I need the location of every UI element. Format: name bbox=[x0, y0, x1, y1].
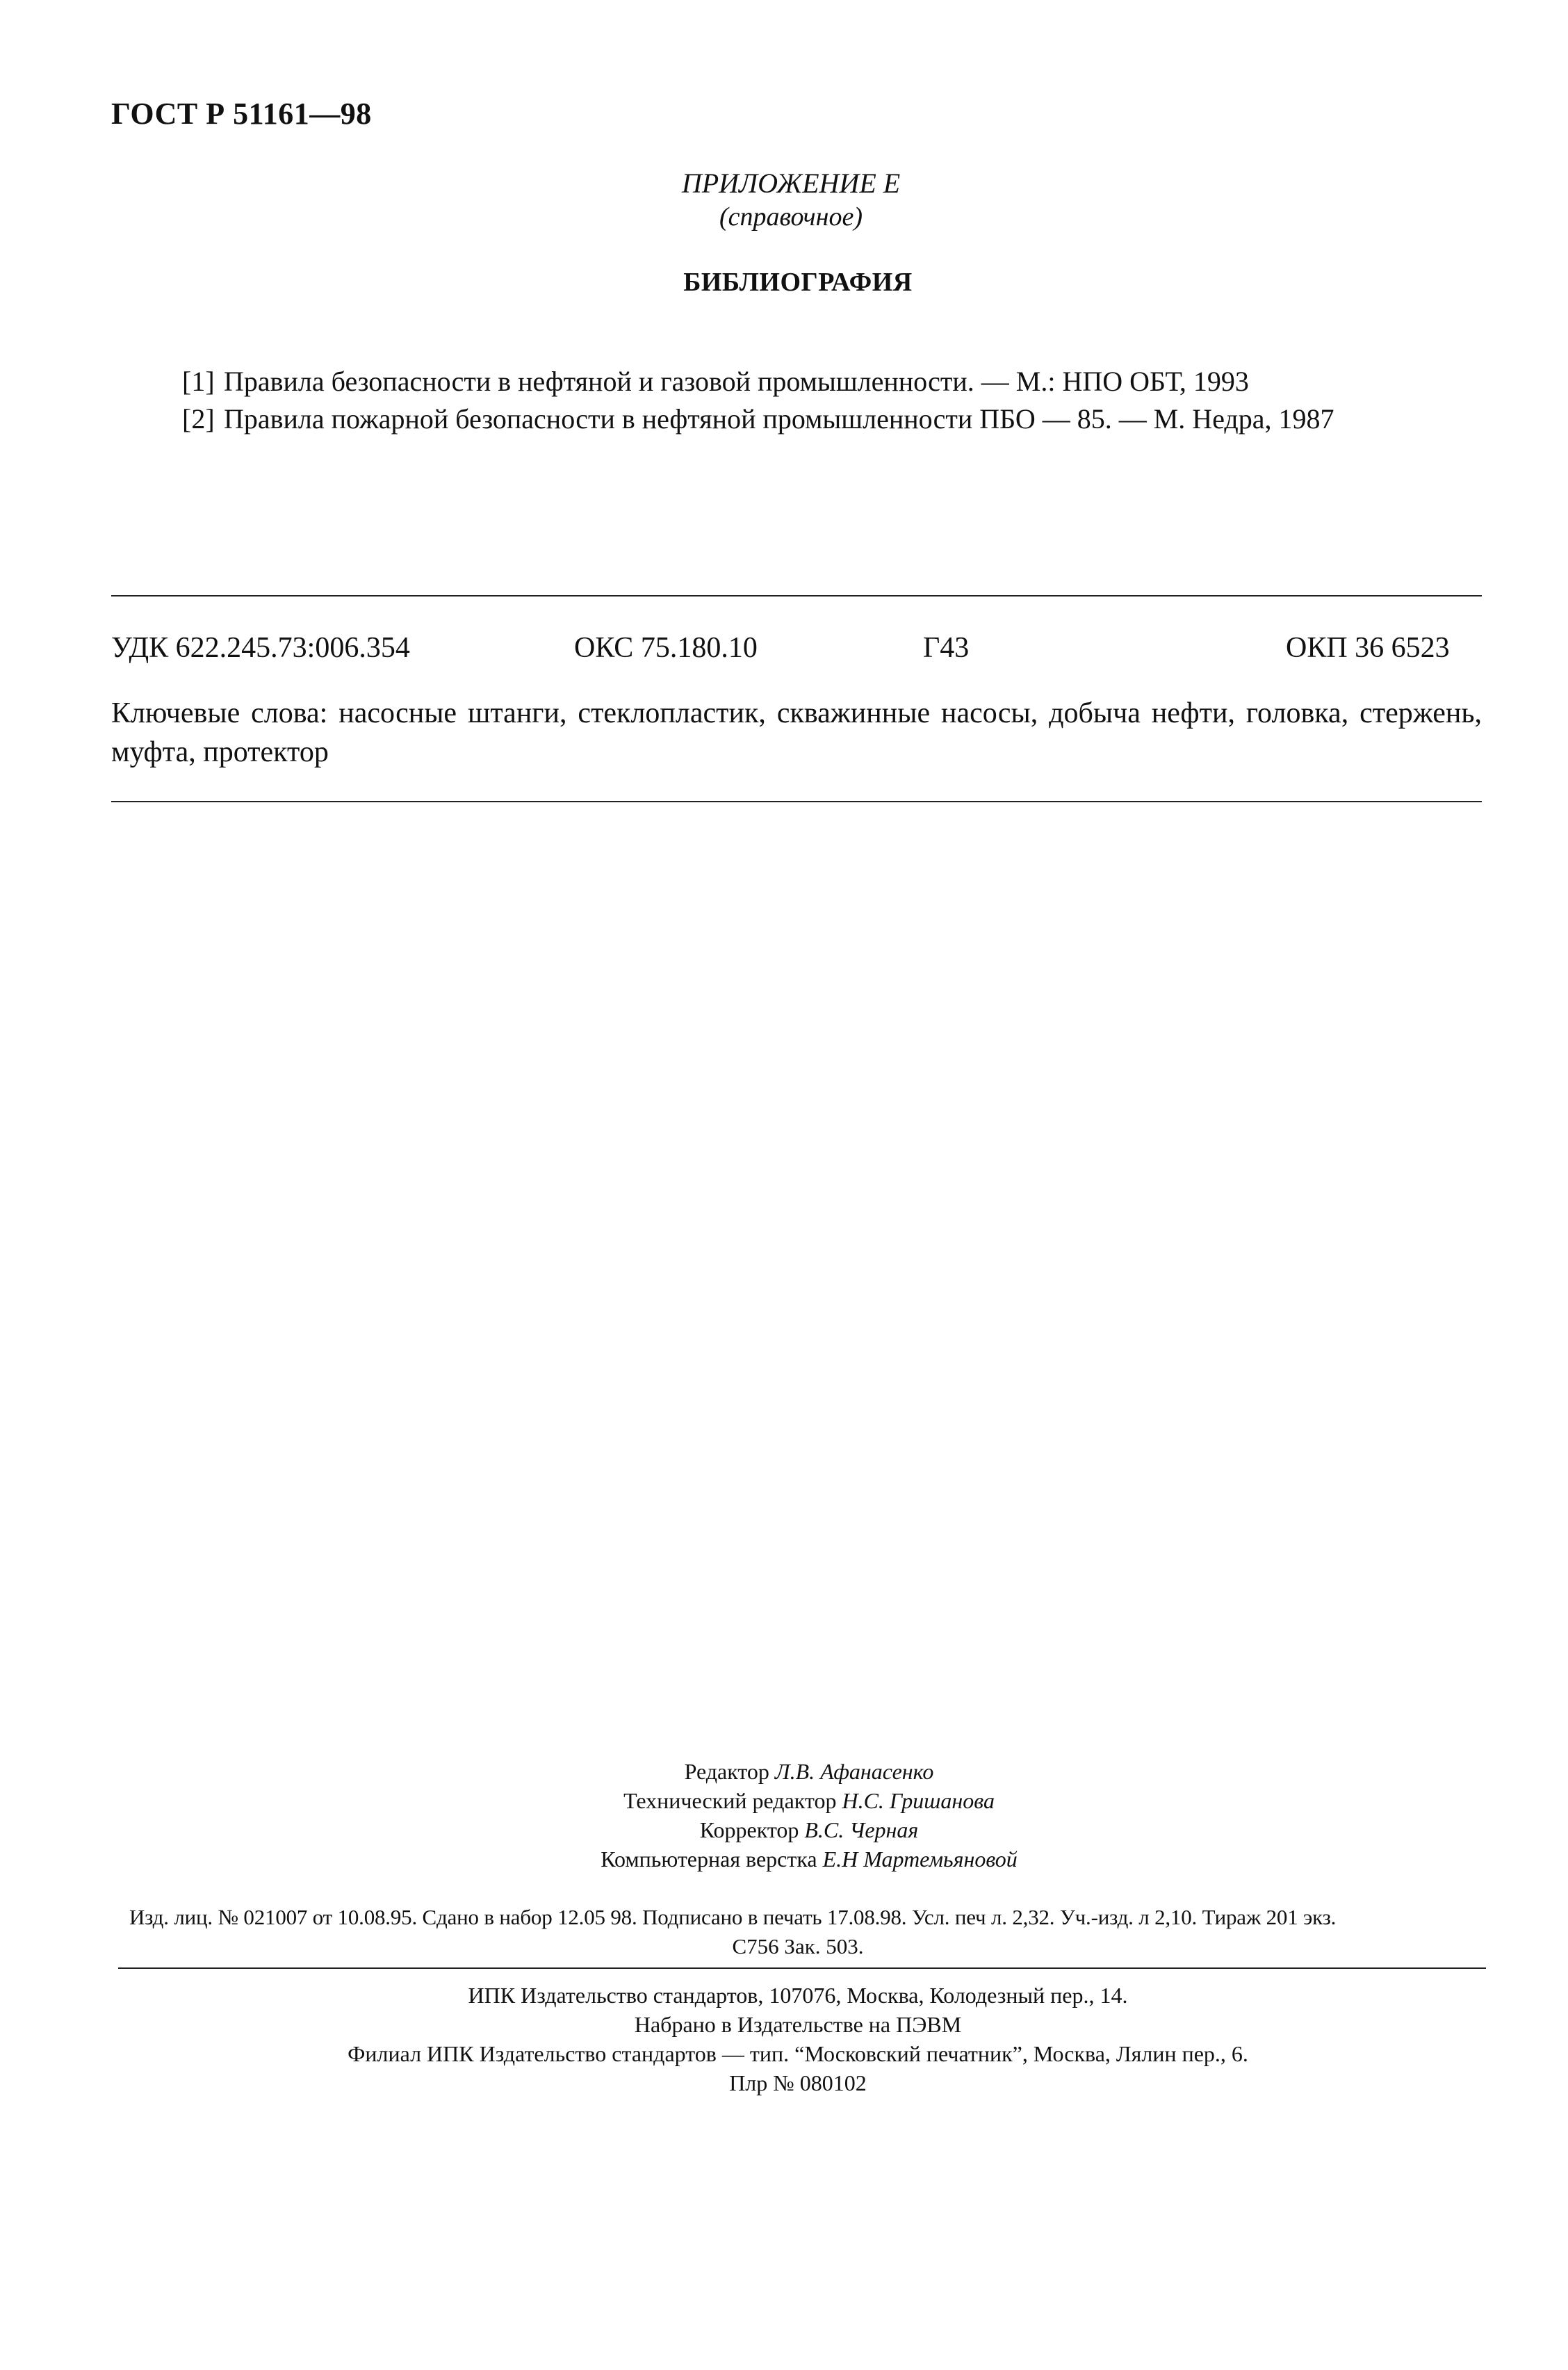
bibliography-heading-text: БИБЛИОГРАФИЯ bbox=[683, 268, 913, 297]
bibliography-item bbox=[182, 400, 1334, 438]
publisher-line-text: Филиал ИПК Издательство стандартов — тип. “Московский печатник”, Москва, Лялин пер., 6. bbox=[348, 2041, 1248, 2066]
bibliography-item-text: Правила безопасности в нефтяной и газовой промышленности. — М.: НПО ОБТ, 1993 bbox=[224, 366, 1249, 397]
bibliography-item bbox=[182, 363, 1334, 400]
credit-layout bbox=[0, 1847, 1568, 1872]
bibliography-item-number: [1] bbox=[182, 366, 215, 397]
publication-info-line2-text: С756 Зак. 503. bbox=[732, 1934, 864, 1958]
divider-top bbox=[111, 595, 1482, 596]
appendix-subtitle bbox=[0, 202, 1568, 232]
keywords-text: насосные штанги, стеклопластик, скважинные насосы, добыча нефти, головка, стержень, муфта, протектор bbox=[111, 697, 1483, 768]
publication-info-line2 bbox=[0, 1934, 1568, 1959]
bibliography-item-text: Правила пожарной безопасности в нефтяной промышленности ПБО — 85. — М. Недра, 1987 bbox=[224, 403, 1334, 435]
publisher-line bbox=[0, 2012, 1568, 2038]
credit-name: Л.В. Афанасенко bbox=[774, 1759, 934, 1784]
divider-bottom bbox=[118, 1967, 1486, 1969]
publisher-line bbox=[0, 2070, 1568, 2096]
credit-role: Компьютерная верстка bbox=[601, 1847, 817, 1872]
credit-tech-editor bbox=[0, 1788, 1568, 1814]
oks-code: ОКС 75.180.10 bbox=[574, 632, 758, 664]
credit-role: Технический редактор bbox=[623, 1788, 837, 1813]
publisher-line-text: Набрано в Издательстве на ПЭВМ bbox=[634, 2012, 962, 2037]
publisher-line-text: ИПК Издательство стандартов, 107076, Москва, Колодезный пер., 14. bbox=[468, 1983, 1128, 2008]
credit-proofreader bbox=[0, 1817, 1568, 1843]
keywords-label: Ключевые слова: bbox=[111, 697, 328, 729]
credit-name: В.С. Черная bbox=[804, 1817, 919, 1842]
appendix-subtitle-text: (справочное) bbox=[719, 202, 863, 232]
bibliography-heading bbox=[0, 267, 1568, 298]
keywords bbox=[111, 694, 1482, 772]
appendix-title bbox=[0, 167, 1568, 200]
credit-name: Е.Н Мартемьяновой bbox=[822, 1847, 1018, 1872]
divider-middle bbox=[111, 801, 1482, 802]
bibliography-item-number: [2] bbox=[182, 403, 215, 435]
udk-code: УДК 622.245.73:006.354 bbox=[111, 632, 410, 664]
credit-editor bbox=[0, 1759, 1568, 1785]
publisher-line-text: Плр № 080102 bbox=[729, 2070, 867, 2095]
publisher-line bbox=[0, 2041, 1568, 2067]
okp-code: ОКП 36 6523 bbox=[1286, 632, 1450, 664]
group-code: Г43 bbox=[923, 632, 970, 664]
credit-name: Н.С. Гришанова bbox=[842, 1788, 995, 1813]
publisher-line bbox=[0, 1983, 1568, 2008]
credit-role: Корректор bbox=[699, 1817, 799, 1842]
standard-id: ГОСТ Р 51161—98 bbox=[111, 97, 372, 131]
publication-info-line1: Изд. лиц. № 021007 от 10.08.95. Сдано в набор 12.05 98. Подписано в печать 17.08.98. Усл. печ л. 2,32. Уч.-изд. л 2,10. Тираж 201 экз. bbox=[129, 1905, 1337, 1929]
credit-role: Редактор bbox=[684, 1759, 769, 1784]
appendix-title-text: ПРИЛОЖЕНИЕ Е bbox=[681, 168, 901, 199]
bibliography-list bbox=[182, 363, 1334, 438]
